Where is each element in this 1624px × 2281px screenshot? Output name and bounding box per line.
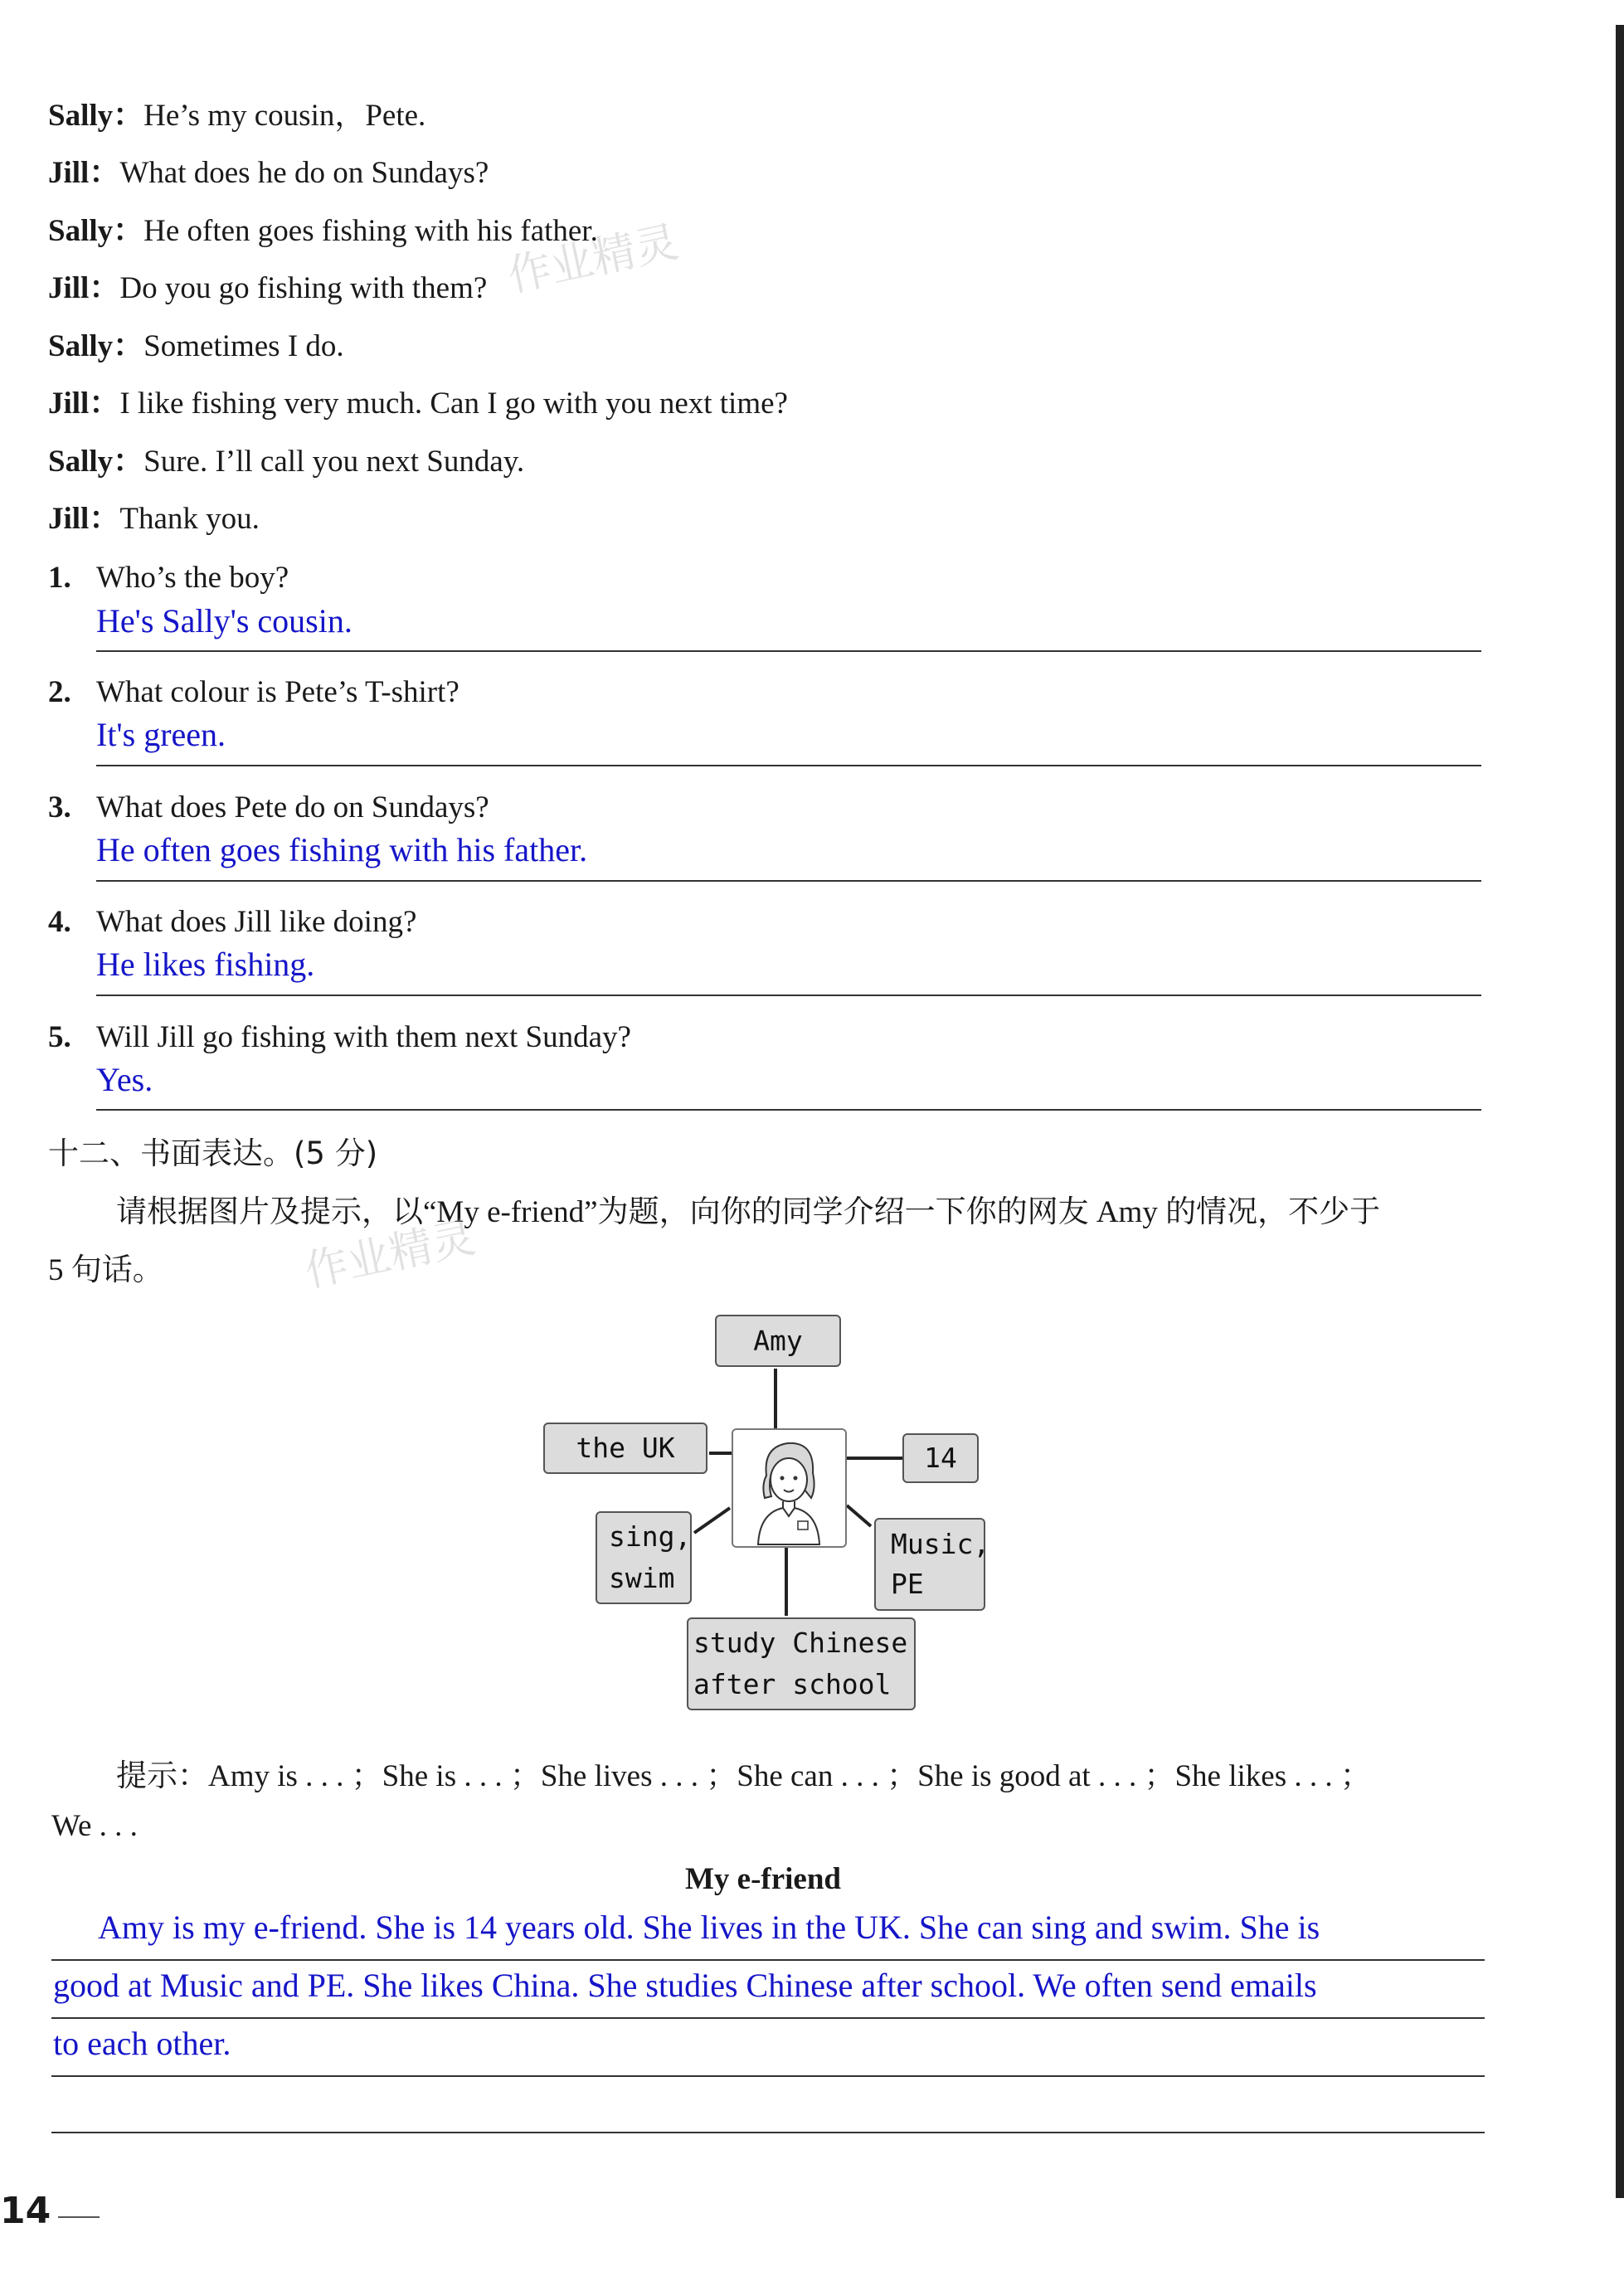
question: 1. Who’s the boy? <box>48 561 289 595</box>
essay-line: Amy is my e-friend. She is 14 years old. She lives in the UK. She can sing and swim. She is <box>98 1909 1320 1946</box>
essay-title: My e-friend <box>684 1862 842 1896</box>
speaker: Sally <box>48 99 114 133</box>
dialogue-line: Jill：Thank you. <box>48 502 260 536</box>
speaker: Jill <box>48 387 90 421</box>
speaker: Jill <box>48 502 90 536</box>
diagram-node-abilities: sing, swim <box>596 1511 692 1604</box>
watermark: 作业精灵 <box>300 1212 480 1297</box>
answer: It's green. <box>96 716 226 753</box>
speaker: Sally <box>48 329 114 363</box>
essay-line: to each other. <box>53 2025 231 2062</box>
instruction: 请根据图片及提示，以“My e-friend”为题，向你的同学介绍一下你的网友 Amy 的情况，不少于 <box>116 1195 1381 1229</box>
speaker: Sally <box>48 214 114 248</box>
answer: He often goes fishing with his father. <box>96 831 588 868</box>
girl-illustration <box>732 1428 847 1548</box>
question: 4. What does Jill like doing? <box>48 905 417 939</box>
answer: He likes fishing. <box>96 946 315 983</box>
dialogue-line: Sally：Sure. I’ll call you next Sunday. <box>48 445 525 479</box>
hint: 提示：Amy is . . . ；She is . . . ；She lives . . . ；She can . . . ；She is good at . . . ；She likes . . . ； <box>116 1759 1371 1793</box>
essay-line: good at Music and PE. She likes China. She studies Chinese after school. We often send emails <box>53 1967 1317 2004</box>
watermark: 作业精灵 <box>503 216 683 302</box>
instruction: 5 句话。 <box>48 1253 163 1287</box>
dialogue-line: Sally：He often goes fishing with his father. <box>48 214 598 248</box>
question: 5. Will Jill go fishing with them next Sunday? <box>48 1020 631 1054</box>
answer: Yes. <box>96 1061 153 1098</box>
dialogue-line: Jill：Do you go fishing with them? <box>48 271 488 305</box>
speaker: Jill <box>48 271 90 305</box>
page-number: 14 <box>0 2190 51 2232</box>
writing-line <box>51 2075 1485 2077</box>
question: 3. What does Pete do on Sundays? <box>48 790 489 824</box>
diagram-node-country: the UK <box>543 1423 707 1474</box>
speaker: Sally <box>48 445 114 479</box>
diagram-node-activity: study Chinese after school <box>687 1617 916 1710</box>
diagram-node-subjects: Music, PE <box>874 1518 985 1611</box>
page-number-dash <box>58 2216 100 2218</box>
writing-line <box>51 2132 1485 2133</box>
question: 2. What colour is Pete’s T-shirt? <box>48 675 459 709</box>
dialogue-line: Sally：He’s my cousin，Pete. <box>48 99 426 133</box>
diagram-node-center: Amy <box>715 1315 841 1367</box>
girl-icon <box>733 1430 845 1546</box>
dialogue-line: Jill：What does he do on Sundays? <box>48 156 489 190</box>
writing-line <box>51 2017 1485 2019</box>
speaker: Jill <box>48 156 90 190</box>
hint: We . . . <box>51 1809 138 1843</box>
dialogue-line: Sally：Sometimes I do. <box>48 329 344 363</box>
diagram-node-age: 14 <box>902 1433 979 1483</box>
writing-line <box>51 1959 1485 1961</box>
section-title: 十二、书面表达。(5 分) <box>48 1136 378 1171</box>
answer: He's Sally's cousin. <box>96 602 353 640</box>
dialogue-line: Jill：I like fishing very much. Can I go with you next time? <box>48 387 788 421</box>
